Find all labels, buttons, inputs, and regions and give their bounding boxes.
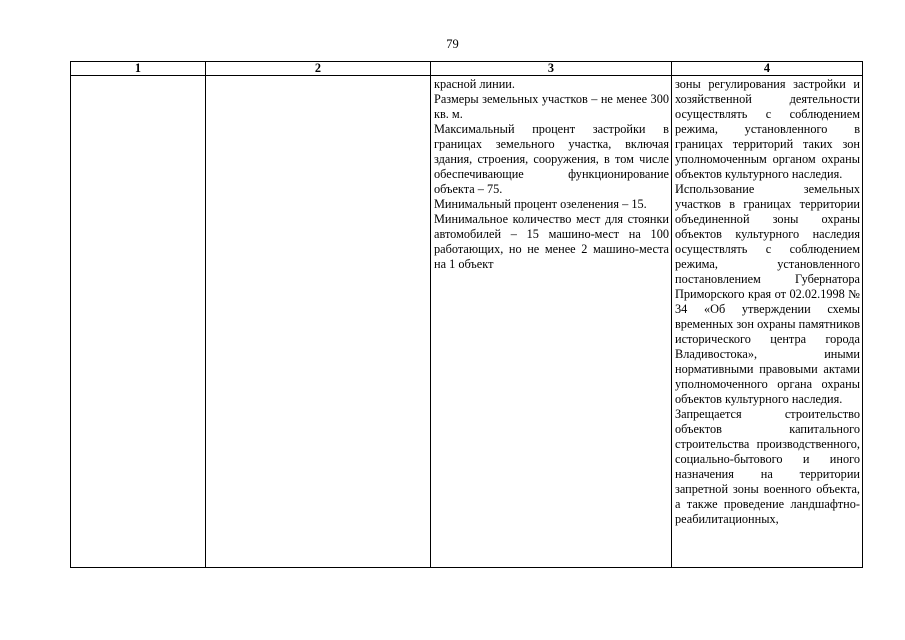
header-col-2: 2 <box>206 62 431 76</box>
cell-col-1 <box>71 76 206 568</box>
cell-col-2 <box>206 76 431 568</box>
paragraph: Минимальный процент озеленения – 15. <box>434 197 647 211</box>
paragraph: Максимальный процент застройки в границах земельного участка, включая здания, строения, сооружения, в том числе обеспечивающие функционирование объекта – 75. <box>434 122 669 196</box>
cell-col-3 <box>431 76 672 568</box>
paragraph: зоны регулирования застройки и хозяйственной деятельности осуществлять с соблюдением режима, установленного в границах территорий таких зон уполномоченным органом охраны объектов культурного наследия. <box>675 77 860 181</box>
paragraph: красной линии. <box>434 77 515 91</box>
header-row <box>71 62 863 76</box>
table-row <box>71 76 863 568</box>
cell-col-4 <box>672 76 863 568</box>
paragraph: Минимальное количество мест для стоянки автомобилей – 15 машино-мест на 100 работающих, но не менее 2 машино-места на 1 объект <box>434 212 669 271</box>
paragraph: Запрещается строительство объектов капитального строительства производственного, социально-бытового и иного назначения на территории запретной зоны военного объекта, а также проведение ландшафтно-реабилитационных, <box>675 407 860 526</box>
page-number: 79 <box>446 37 459 51</box>
header-col-4: 4 <box>672 62 863 76</box>
header-col-3: 3 <box>431 62 672 76</box>
header-col-1: 1 <box>71 62 206 76</box>
paragraph: Использование земельных участков в границах территории объединенной зоны охраны объектов культурного наследия осуществлять с соблюдением режима, установленного постановлением Губернатора Приморского края от 02.02.1998 № 34 «Об утверждении схемы временных зон охраны памятников исторического центра города Владивостока», иными нормативными правовыми актами уполномоченного органа охраны объектов культурного наследия. <box>675 182 860 406</box>
regulations-table <box>70 61 863 568</box>
paragraph: Размеры земельных участков – не менее 300 кв. м. <box>434 92 669 121</box>
